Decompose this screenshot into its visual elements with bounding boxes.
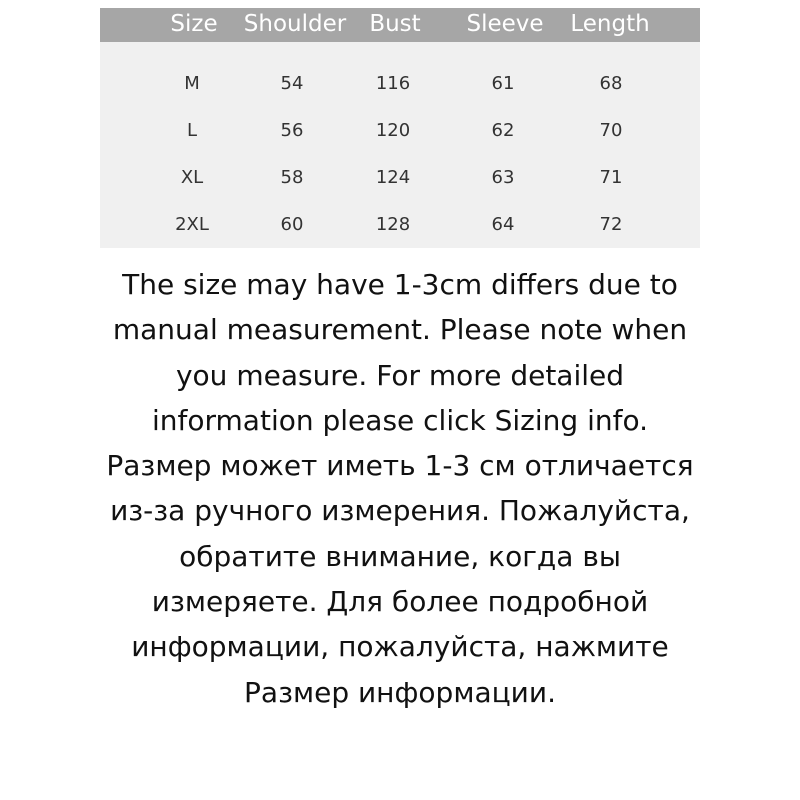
note-line: из-за ручного измерения. Пожалуйста, [110,494,690,528]
cell-sleeve: 63 [491,167,515,188]
cell-shoulder: 60 [280,214,304,235]
header-sleeve: Sleeve [466,11,544,37]
size-chart-table [100,8,700,248]
note-line: you measure. For more detailed [175,358,625,392]
cell-bust: 128 [375,214,411,235]
cell-length: 70 [599,120,623,141]
header-bust: Bust [369,11,421,37]
header-shoulder: Shoulder [243,11,347,37]
note-line: information please click Sizing info. [152,403,648,437]
note-line: manual measurement. Please note when [112,313,688,347]
table-header [100,8,700,42]
table-row [100,73,700,113]
table-row [100,167,700,207]
cell-length: 68 [599,73,623,94]
cell-length: 72 [599,214,623,235]
measurement-note [60,262,740,715]
note-line: обратите внимание, когда вы [179,539,621,573]
cell-sleeve: 62 [491,120,515,141]
header-length: Length [570,11,650,37]
cell-length: 71 [599,167,623,188]
note-line: измеряете. Для более подробной [151,585,649,619]
note-line: The size may have 1-3cm differs due to [122,268,678,301]
cell-bust: 120 [375,120,411,141]
cell-shoulder: 56 [280,120,304,141]
header-size: Size [170,11,218,37]
note-line: Размер может иметь 1-3 см отличается [106,449,694,483]
cell-size: 2XL [175,214,209,235]
note-line: Размер информации. [244,675,556,709]
cell-shoulder: 54 [280,73,304,94]
cell-bust: 124 [375,167,411,188]
cell-sleeve: 64 [491,214,515,235]
cell-bust: 116 [375,73,411,94]
cell-size: XL [180,167,204,188]
cell-sleeve: 61 [491,73,515,94]
cell-shoulder: 58 [280,167,304,188]
cell-size: L [186,120,198,141]
cell-size: M [184,73,200,94]
note-line: информации, пожалуйста, нажмите [131,630,669,664]
table-row [100,214,700,254]
table-row [100,120,700,160]
